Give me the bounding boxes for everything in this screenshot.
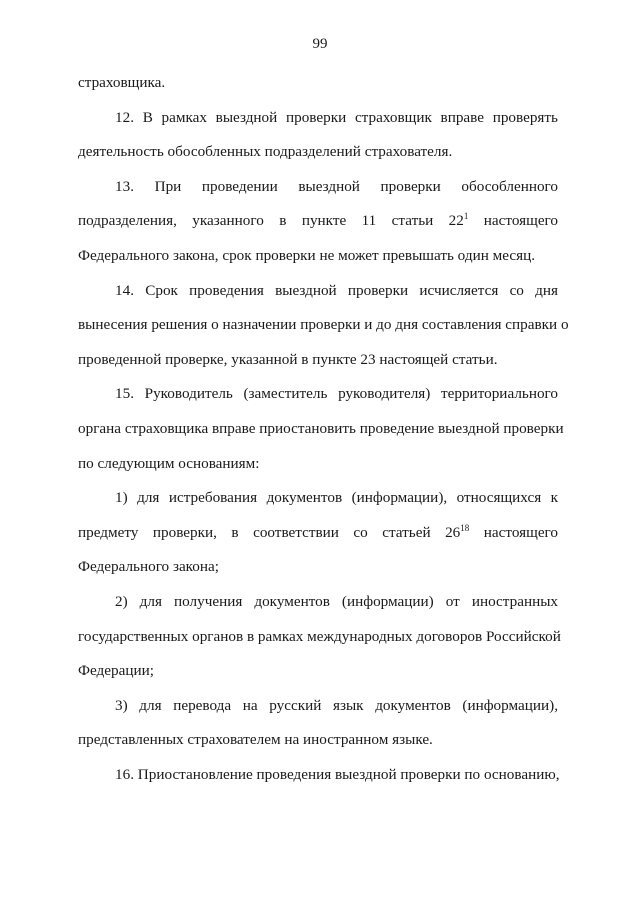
text-line: 12. В рамках выездной проверки страховщик вправе проверять <box>115 108 558 126</box>
text-line: органа страховщика вправе приостановить проведение выездной проверки <box>78 419 564 437</box>
text-segment: предмету проверки, в соответствии со статьей 26 <box>78 523 461 541</box>
text-line: 14. Срок проведения выездной проверки исчисляется со дня <box>115 281 558 299</box>
page-number: 99 <box>312 36 328 52</box>
text-line: 1) для истребования документов (информации), относящихся к <box>115 489 558 507</box>
text-line: 16. Приостановление проведения выездной проверки по основанию, <box>115 765 560 783</box>
text-line <box>78 204 558 239</box>
text-line: страховщика. <box>78 74 166 91</box>
text-line <box>78 516 558 551</box>
paragraph-p15 <box>78 377 564 481</box>
paragraph-p12 <box>78 101 558 170</box>
document-body <box>78 66 569 792</box>
superscript-index: 1 <box>463 211 469 222</box>
text-line: проведенной проверке, указанной в пункте 23 настоящей статьи. <box>78 350 498 368</box>
text-line: 3) для перевода на русский язык документов (информации), <box>115 696 558 714</box>
text-line: по следующим основаниям: <box>78 454 260 472</box>
paragraph-p15_2 <box>78 585 561 689</box>
text-line: 15. Руководитель (заместитель руководителя) территориального <box>115 385 558 403</box>
text-segment: подразделения, указанного в пункте 11 статьи 22 <box>78 212 464 230</box>
text-line: Федерации; <box>78 662 154 680</box>
paragraph-p16 <box>78 758 558 793</box>
text-line: Федерального закона, срок проверки не может превышать один месяц. <box>78 246 536 264</box>
text-line: представленных страхователем на иностранном языке. <box>78 731 433 749</box>
paragraph-p0 <box>78 66 558 101</box>
text-segment: настоящего <box>468 212 559 230</box>
paragraph-p14 <box>78 274 569 378</box>
paragraph-p15_1 <box>78 481 558 585</box>
text-line: вынесения решения о назначении проверки и до дня составления справки о <box>78 316 569 334</box>
text-line: деятельность обособленных подразделений страхователя. <box>78 143 453 161</box>
paragraph-p15_3 <box>78 689 558 758</box>
text-line: 2) для получения документов (информации) от иностранных <box>115 592 558 610</box>
text-line: Федерального закона; <box>78 558 219 576</box>
text-segment: настоящего <box>469 523 558 541</box>
text-line: государственных органов в рамках международных договоров Российской <box>78 627 561 645</box>
paragraph-p13 <box>78 170 558 274</box>
superscript-index: 18 <box>460 522 470 533</box>
text-line: 13. При проведении выездной проверки обособленного <box>115 177 558 195</box>
